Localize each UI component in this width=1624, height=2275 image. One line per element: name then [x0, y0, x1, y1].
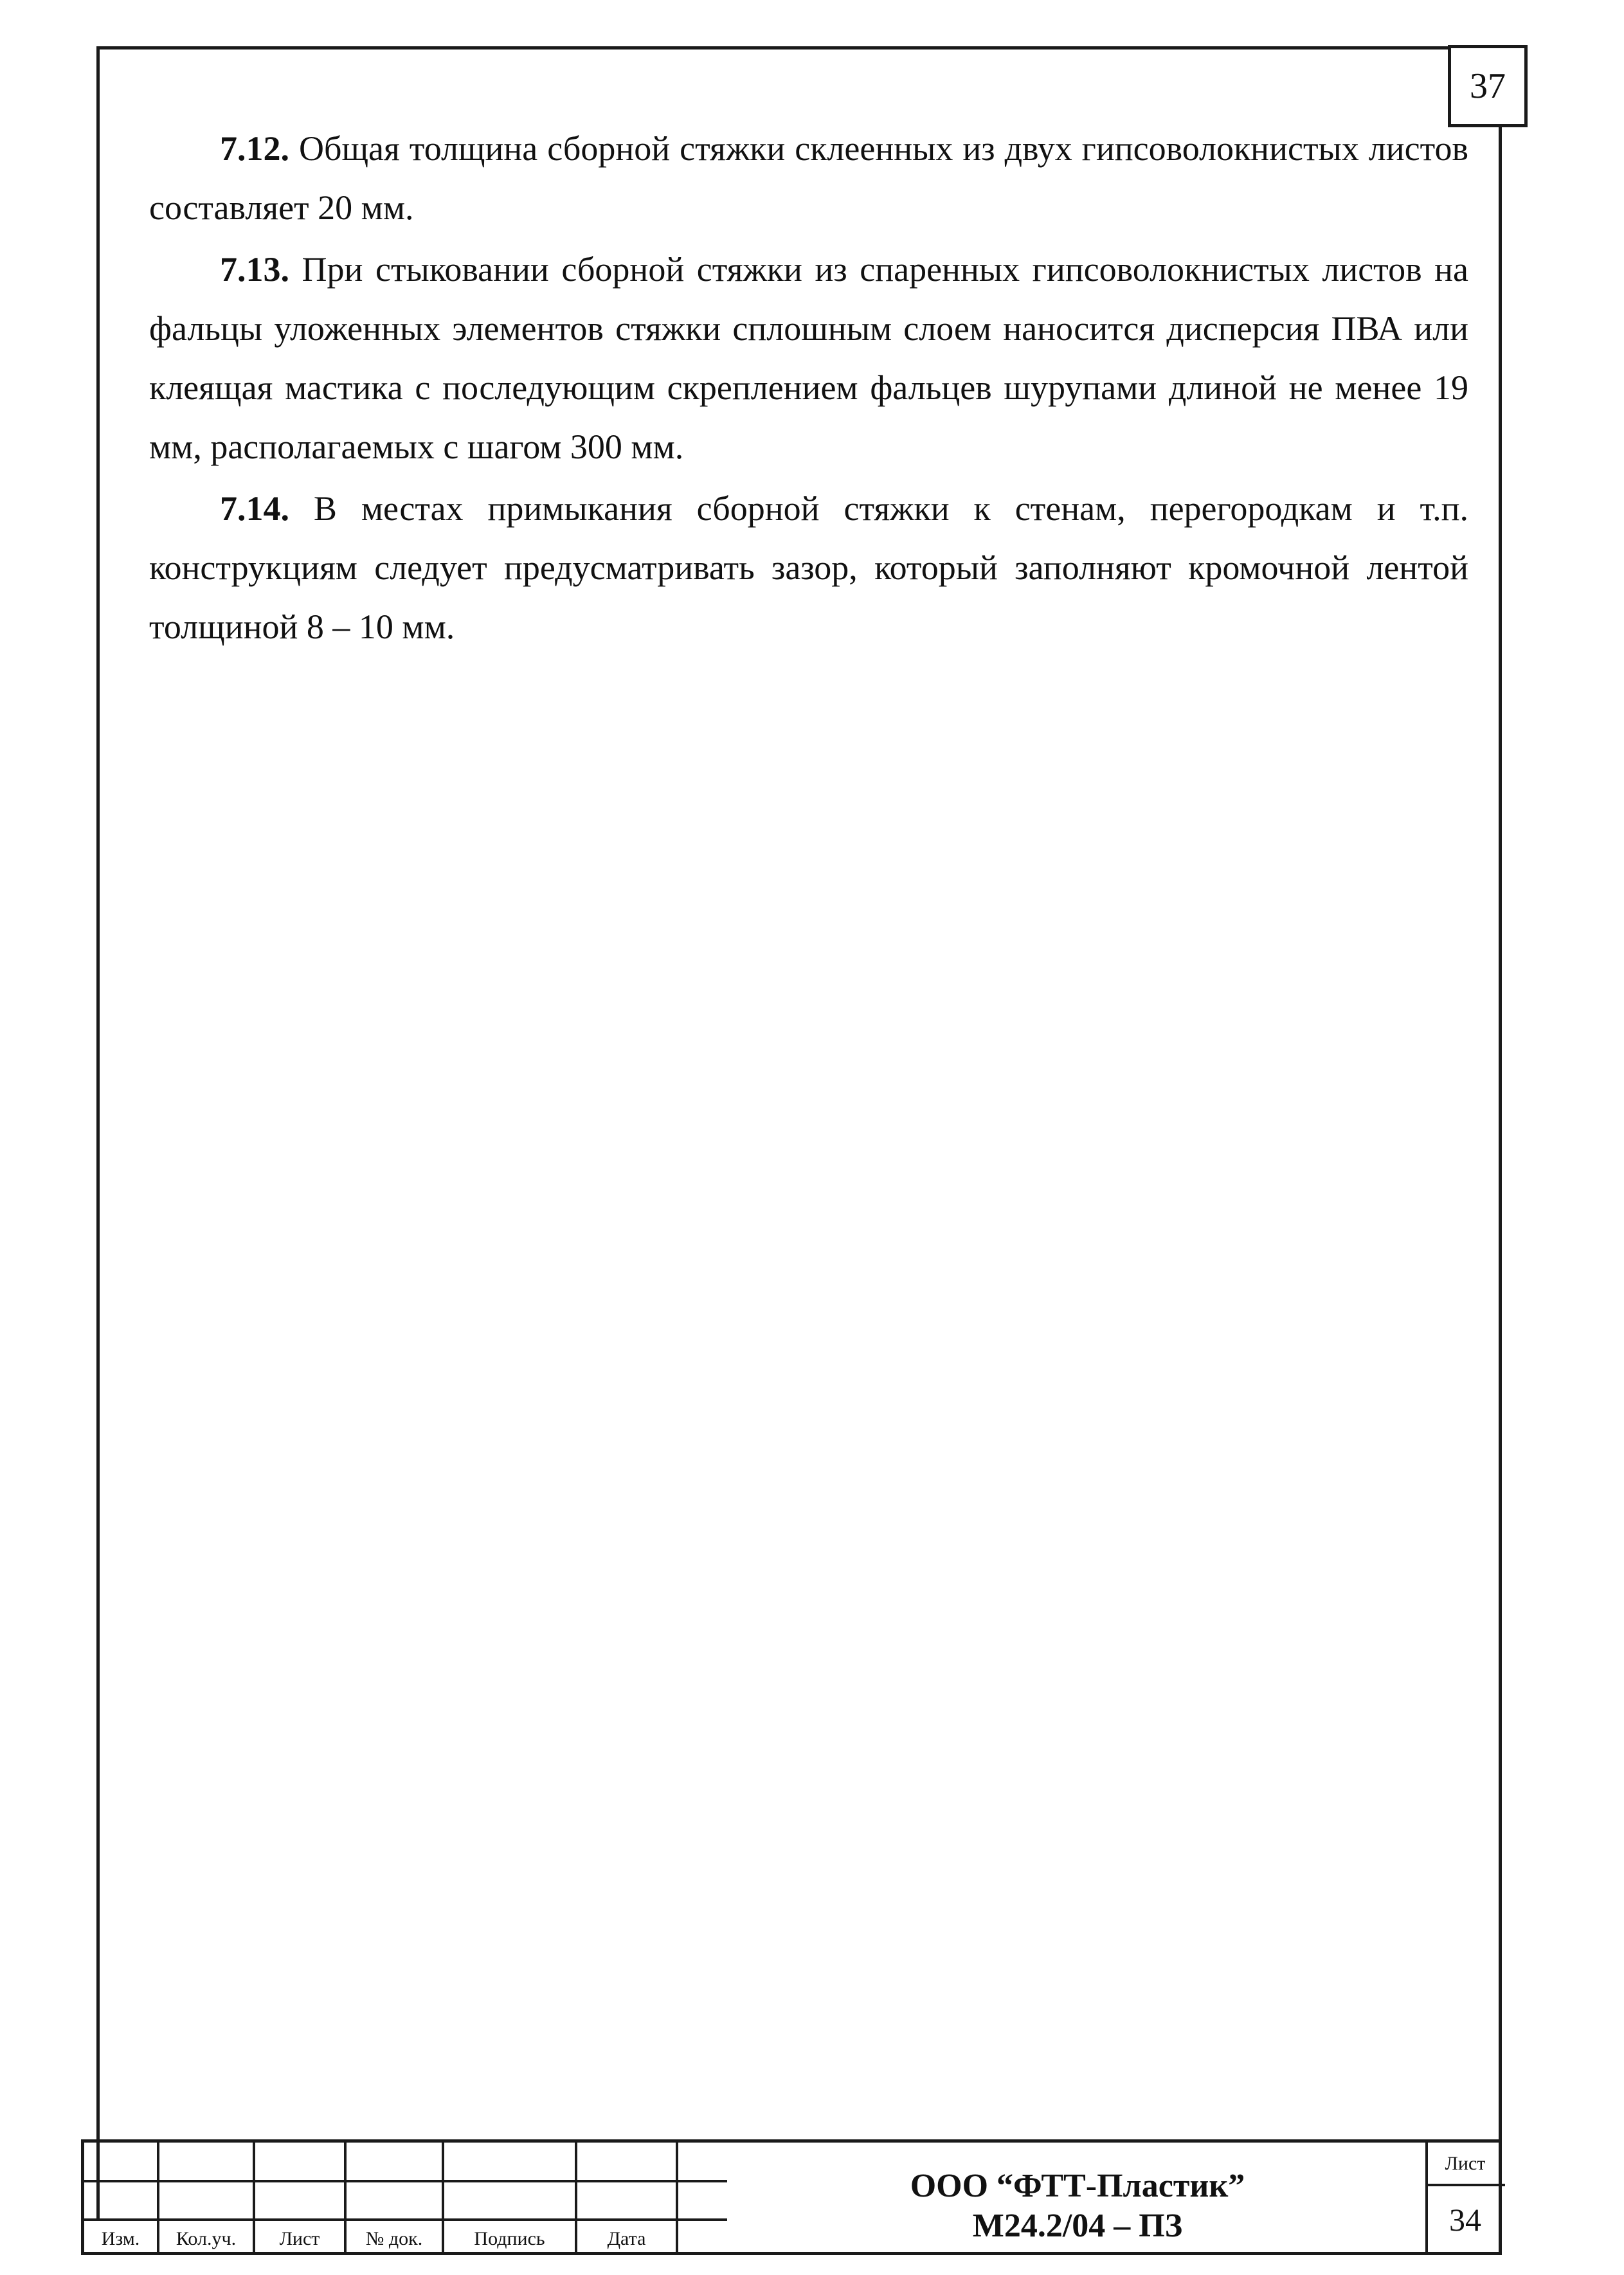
stamp-grid-line	[84, 2218, 727, 2221]
page-number-text: 37	[1470, 66, 1506, 106]
document-code: М24.2/04 – ПЗ	[972, 2208, 1183, 2244]
paragraph-text: Общая толщина сборной стяжки склеенных из двух гипсоволокнистых листов составляет 20 мм.	[149, 129, 1468, 227]
stamp-caption-doc-no: № док.	[365, 2228, 423, 2249]
stamp-caption-date: Дата	[607, 2228, 646, 2249]
paragraph-number: 7.12.	[220, 129, 289, 168]
stamp-grid-line	[1428, 2184, 1505, 2186]
stamp-caption-kol-uch: Кол.уч.	[176, 2228, 237, 2249]
document-body	[149, 119, 1468, 659]
title-block	[81, 2139, 1502, 2255]
paragraph-7-13	[149, 240, 1468, 476]
stamp-caption-list: Лист	[279, 2228, 320, 2249]
sheet-number: 34	[1449, 2202, 1481, 2238]
page-number	[1448, 45, 1528, 127]
stamp-caption-signature: Подпись	[474, 2228, 545, 2249]
stamp-grid-line	[84, 2180, 727, 2182]
paragraph-7-12	[149, 119, 1468, 237]
stamp-caption-izm: Изм.	[101, 2228, 140, 2249]
paragraph-7-14	[149, 479, 1468, 656]
organization-name: ООО “ФТТ-Пластик”	[910, 2168, 1245, 2204]
sheet-label: Лист	[1445, 2153, 1486, 2174]
paragraph-number: 7.13.	[220, 250, 289, 289]
paragraph-text: В местах примыкания сборной стяжки к стенам, перегородкам и т.п. конструкциям следует предусматривать зазор, который заполняют кромочной лентой толщиной 8 – 10 мм.	[149, 489, 1468, 646]
paragraph-text: При стыковании сборной стяжки из спаренных гипсоволокнистых листов на фальцы уложенных элементов стяжки сплошным слоем наносится дисперсия ПВА или клеящая мастика с последующим скреплением фальцев шурупами длиной не менее 19 мм, располагаемых с шагом 300 мм.	[149, 250, 1468, 466]
paragraph-number: 7.14.	[220, 489, 289, 528]
stamp-grid-line	[676, 2143, 678, 2255]
